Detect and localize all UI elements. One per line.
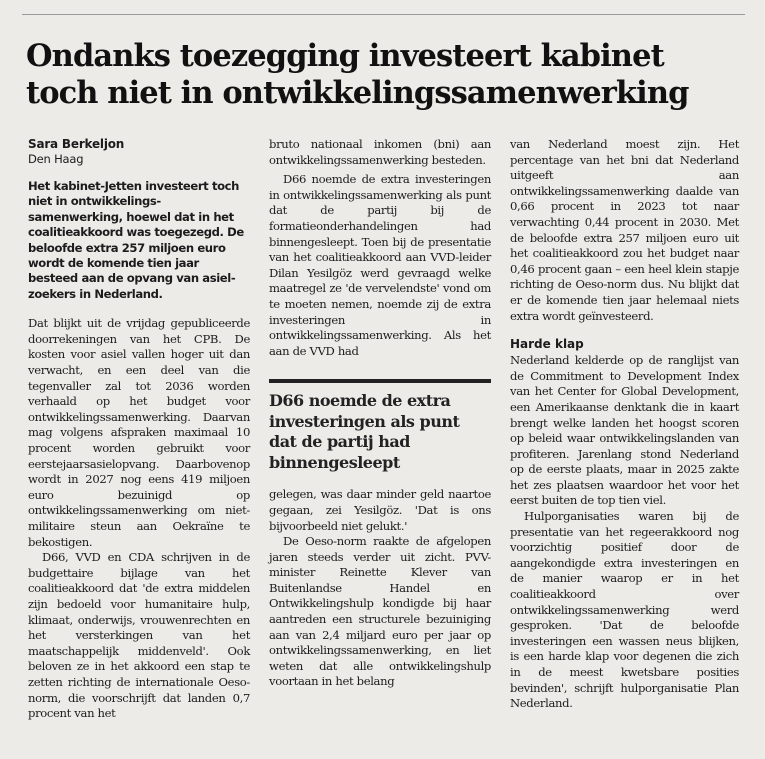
body-paragraph: De Oeso-norm raakte de afgelopen jaren steeds verder uit zicht. PVV-minister Reinette Klever van Buitenlandse Handel en Ontwikkelingshulp kondigde bij haar aantreden een structurele bezuiniging aan van 2,4 miljard euro per jaar op ontwikkelingssamenwerking, en liet weten dat alle ontwikkelingshulp voortaan in het belang: [269, 534, 491, 689]
lead-paragraph: Het kabinet-Jetten investeert toch niet in ontwikkelingssamenwerking, hoewel dat in het coalitieakkoord was toegezegd. De beloofde extra 257 miljoen euro wordt de komende tien jaar besteed aan de opvang van asielzoekers in Nederland.: [28, 179, 244, 301]
pull-quote-box: [269, 379, 491, 473]
column-1: [28, 137, 250, 722]
body-paragraph: Dat blijkt uit de vrijdag gepubliceerde doorrekeningen van het CPB. De kosten voor asiel vallen hoger uit dan verwacht, en een deel van die tegenvaller zal tot 2036 worden verhaald op het budget voor ontwikkelingssamenwerking. Daarvan mag volgens afspraken maximaal 10 procent worden gebruikt voor eerstejaarsasielopvang. Daarbovenop wordt in 2027 nog eens 419 miljoen euro bezuinigd op ontwikkelingssamenwerking om niet-militaire steun aan Oekraïne te bekostigen.: [28, 316, 250, 549]
body-paragraph: gelegen, was daar minder geld naartoe gegaan, zei Yesilgöz. 'Dat is ons bijvoorbeeld niet gelukt.': [269, 487, 491, 533]
dateline-location: Den Haag: [28, 152, 84, 166]
column-3: [510, 137, 739, 722]
article-columns: [28, 137, 739, 722]
author-name: Sara Berkeljon: [28, 137, 125, 151]
top-rule: [22, 14, 745, 15]
pull-quote: D66 noemde de extra investeringen als punt dat de partij had binnengesleept: [269, 391, 460, 472]
body-paragraph: van Nederland moest zijn. Het percentage van het bni dat Nederland uitgeeft aan ontwikkelingssamenwerking daalde van 0,66 procent in 2023 tot naar verwachting 0,44 procent in 2030. Met de beloofde extra 257 miljoen euro uit het coalitieakkoord zou het budget naar 0,46 procent gaan – een heel klein stapje richting de Oeso-norm dus. Nu blijkt dat er de komende tien jaar helemaal niets extra wordt geïnvesteerd.: [510, 137, 739, 323]
subheading: Harde klap: [510, 337, 584, 352]
body-paragraph: Hulporganisaties waren bij de presentatie van het regeerakkoord nog voorzichtig positief door de aangekondigde extra investeringen en de manier waarop er in het coalitieakkoord over ontwikkelingssamenwerking werd gesproken. 'Dat de beloofde investeringen een wassen neus blijken, is een harde klap voor degenen die zich in de meest kwetsbare posities bevinden', schrijft hulporganisatie Plan Nederland.: [510, 509, 739, 711]
headline: Ondanks toezegging investeert kabinet toch niet in ontwikkelingssamenwerking: [26, 38, 689, 111]
body-paragraph: D66 noemde de extra investeringen in ontwikkelingssamenwerking als punt dat de partij bij de formatieonderhandelingen had binnengesleept. Toen bij de presentatie van het coalitieakkoord aan VVD-leider Dilan Yesilgöz werd gevraagd welke maatregel ze 'de vervelendste' vond om te moeten nemen, noemde zij de extra investeringen in ontwikkelingssamenwerking. Als het aan de VVD had: [269, 172, 491, 358]
body-paragraph: bruto nationaal inkomen (bni) aan ontwikkelingssamenwerking besteden.: [269, 137, 491, 167]
column-2: [269, 137, 491, 722]
body-paragraph: Nederland kelderde op de ranglijst van de Commitment to Development Index van het Center for Global Development, een Amerikaanse denktank die in kaart brengt welke landen het hoogst scoren op beleid waar ontwikkelingslanden van profiteren. Jarenlang stond Nederland op de eerste plaats, maar in 2025 zakte het zes plaatsen waardoor het voor het eerst buiten de top tien viel.: [510, 353, 739, 508]
body-paragraph: D66, VVD en CDA schrijven in de budgettaire bijlage van het coalitieakkoord dat 'de extra middelen zijn bedoeld voor humanitaire hulp, klimaat, onderwijs, vrouwenrechten en het versterkingen van het maatschappelijk middenveld'. Ook beloven ze in het akkoord een stap te zetten richting de internationale Oeso-norm, die voorschrijft dat landen 0,7 procent van het: [28, 550, 250, 721]
